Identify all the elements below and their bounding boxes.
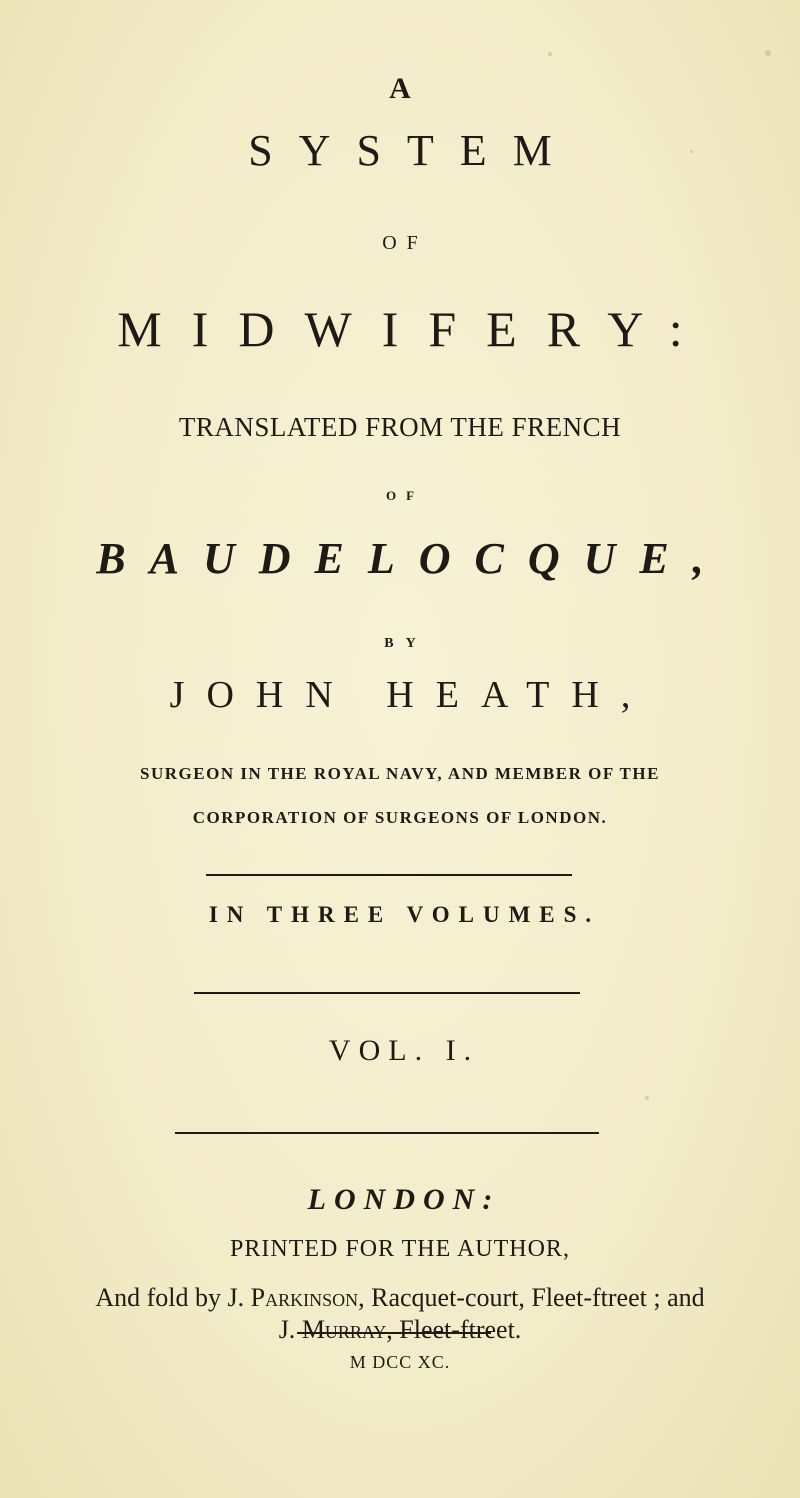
paper-speck [690, 150, 693, 153]
bookseller-murray: Murray [301, 1315, 387, 1344]
printed-for-line: PRINTED FOR THE AUTHOR, [230, 1236, 570, 1262]
credentials-line-1: SURGEON IN THE ROYAL NAVY, AND MEMBER OF THE [140, 764, 660, 783]
by-line: BY [384, 636, 428, 651]
translated-from-line: TRANSLATED FROM THE FRENCH [178, 412, 622, 442]
bookseller-parkinson: Parkinson [250, 1283, 359, 1312]
credentials-line-2: CORPORATION OF SURGEONS OF LONDON. [192, 808, 608, 827]
translator-name: JOHN HEATH, [169, 674, 653, 716]
divider-rule [297, 1332, 491, 1334]
original-author-name: BAUDELOCQUE, [96, 534, 728, 583]
paper-speck [765, 50, 771, 56]
title-word-midwifery: MIDWIFERY: [117, 301, 713, 357]
volume-number: VOL. I. [328, 1034, 480, 1067]
title-article: A [389, 72, 411, 105]
volumes-line: IN THREE VOLUMES. [208, 902, 601, 927]
paper-speck [548, 52, 552, 56]
title-of: OF [382, 232, 428, 254]
imprint-date: M DCC XC. [349, 1352, 451, 1372]
divider-rule [194, 992, 580, 994]
sold-address-1: , Racquet-court, Fleet-ftreet ; and [358, 1283, 705, 1312]
sold-line2-prefix: J. [278, 1315, 296, 1344]
sold-address-2: , Fleet-ftreet. [386, 1315, 522, 1344]
imprint-city: LONDON: [307, 1183, 501, 1216]
divider-rule [206, 874, 572, 876]
sold-prefix: And fold by J. [95, 1283, 245, 1312]
sold-by-line-2 [0, 1315, 800, 1345]
divider-rule [175, 1132, 599, 1134]
of-line: OF [385, 488, 425, 503]
title-word-system: SYSTEM [248, 126, 578, 175]
paper-speck [645, 1096, 649, 1100]
sold-by-line-1 [0, 1283, 800, 1313]
